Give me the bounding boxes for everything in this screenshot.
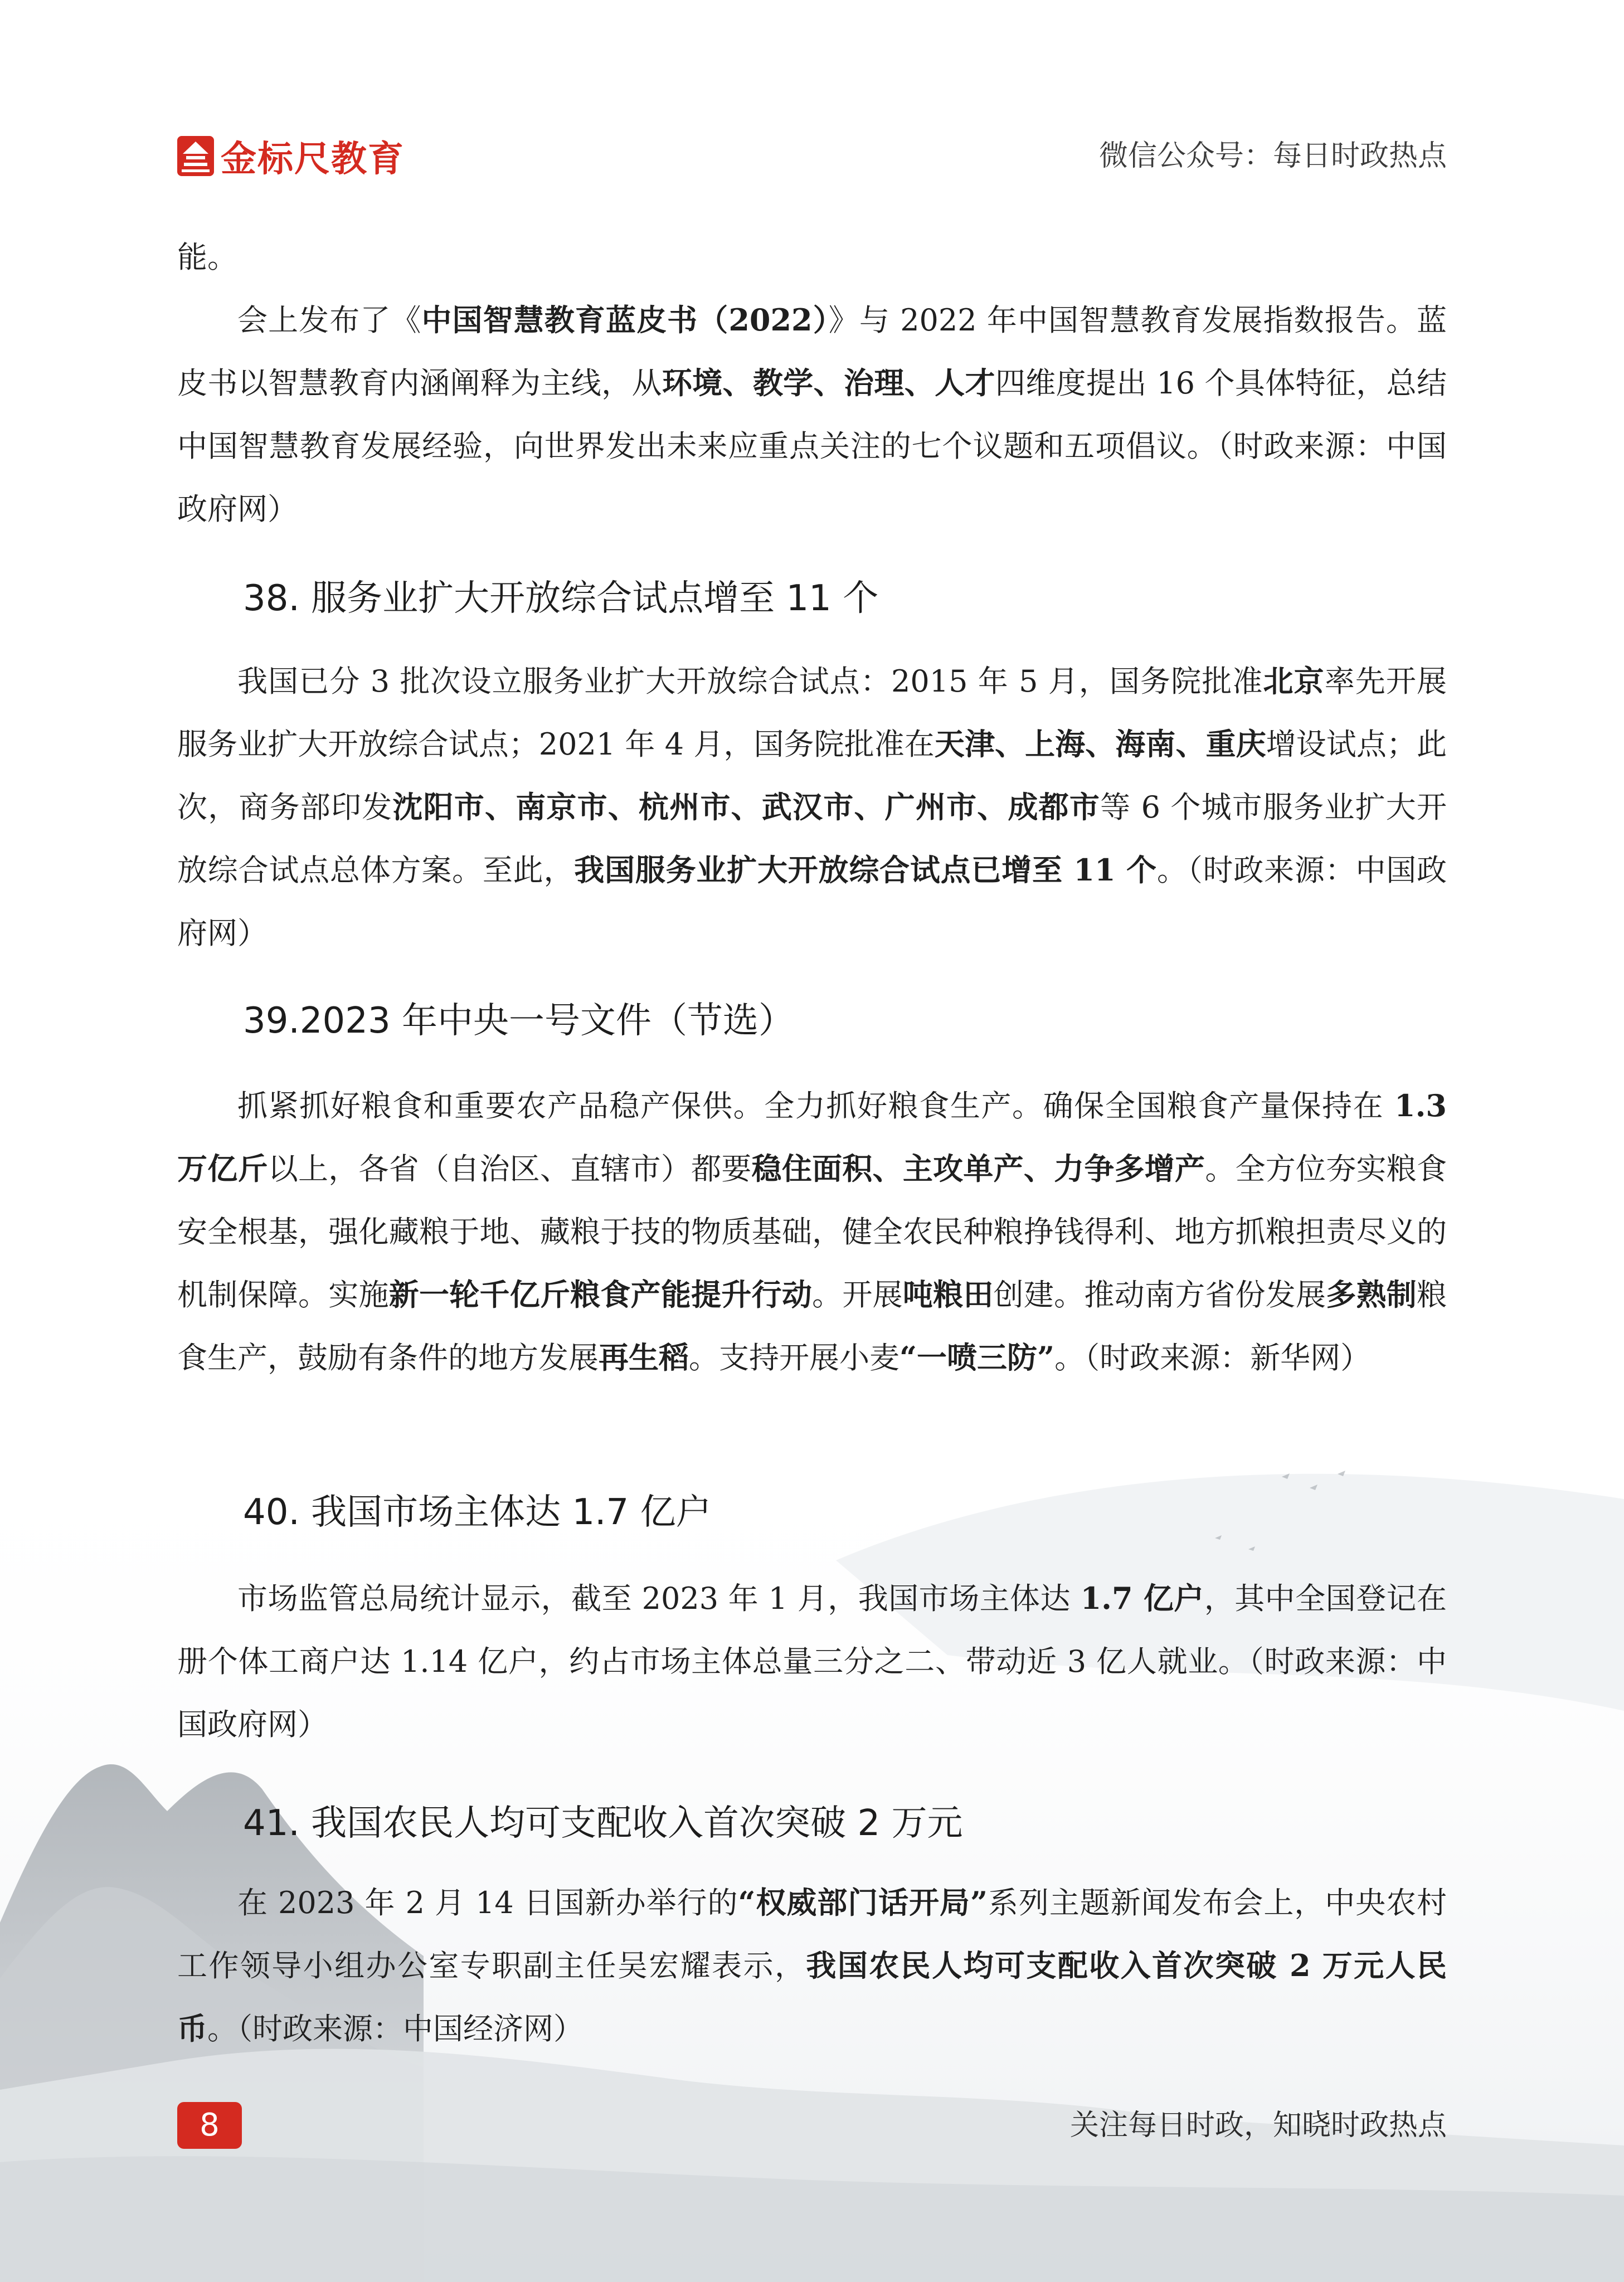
- emphasized-text: 沈阳市、南京市、杭州市、武汉市、广州市、成都市: [392, 789, 1101, 825]
- body-text: 。全方位夯实粮食安全根基，强化藏粮于地、藏粮于技的物质基础，健全农民种粮挣钱得利、地方抓粮担责尽义的机制保障。实施: [177, 1151, 1447, 1312]
- section-heading: 40. 我国市场主体达 1.7 亿户: [243, 1492, 712, 1533]
- body-text: 。（时政来源：中国政府网）: [177, 853, 1447, 951]
- wechat-account: 微信公众号：每日时政热点: [1098, 139, 1447, 173]
- emphasized-text: 北京: [1263, 663, 1325, 699]
- page-number-badge: 8: [177, 2102, 242, 2149]
- body-text: 》与 2022 年中国智慧教育发展指数报告。蓝皮书以智慧教育内涵阐释为主线，从: [177, 303, 1447, 401]
- landscape-illustration: [0, 1421, 1624, 2282]
- emphasized-text: 1.3 万亿斤: [177, 1088, 1447, 1186]
- body-text: 以上，各省（自治区、直辖市）都要: [268, 1151, 752, 1186]
- brand-name: 金标尺教育: [221, 139, 405, 180]
- body-text: 在 2023 年 2 月 14 日国新办举行的: [237, 1885, 738, 1920]
- body-text: 。（时政来源：新华网）: [1054, 1340, 1371, 1375]
- section-heading: 39.2023 年中央一号文件（节选）: [243, 1000, 794, 1042]
- body-text: 粮食生产，鼓励有条件的地方发展: [177, 1277, 1447, 1375]
- body-text: 抓紧抓好粮食和重要农产品稳产保供。全力抓好粮食生产。确保全国粮食产量保持在: [237, 1088, 1395, 1123]
- body-text: 等 6 个城市服务业扩大开放综合试点总体方案。至此，: [177, 790, 1447, 888]
- brand-logo-icon: [177, 136, 214, 176]
- page-header: [177, 123, 1447, 189]
- emphasized-text: 多熟制: [1326, 1277, 1417, 1312]
- body-text: 增设试点；此次，商务部印发: [177, 727, 1447, 825]
- body-text: 市场监管总局统计显示，截至 2023 年 1 月，我国市场主体达: [237, 1581, 1081, 1616]
- body-text: 。开展: [812, 1277, 903, 1312]
- body-text: 率先开展服务业扩大开放综合试点；2021 年 4 月，国务院批准在: [177, 664, 1447, 762]
- paragraph: [177, 1074, 1447, 1389]
- paragraph: [177, 1567, 1447, 1756]
- emphasized-text: 稳住面积、主攻单产、力争多增产: [751, 1151, 1205, 1186]
- paragraph: [177, 289, 1447, 541]
- emphasized-text: 天津、上海、海南、重庆: [934, 726, 1266, 762]
- body-text: 。支持开展小麦: [689, 1340, 899, 1375]
- emphasized-text: 吨粮田: [902, 1277, 994, 1312]
- section-heading: 38. 服务业扩大开放综合试点增至 11 个: [243, 578, 879, 619]
- paragraph: [177, 650, 1447, 965]
- section-heading: 41. 我国农民人均可支配收入首次突破 2 万元: [243, 1803, 963, 1844]
- paragraph: [177, 1871, 1447, 2060]
- emphasized-text: “一喷三防”: [899, 1340, 1055, 1375]
- emphasized-text: 环境、教学、治理、人才: [662, 365, 995, 401]
- emphasized-text: 新一轮千亿斤粮食产能提升行动: [388, 1277, 813, 1312]
- body-text: 。（时政来源：中国经济网）: [207, 2011, 584, 2046]
- emphasized-text: “权威部门话开局”: [738, 1885, 988, 1920]
- body-text: 四维度提出 16 个具体特征，总结中国智慧教育发展经验，向世界发出未来应重点关注的七个议题和五项倡议。（时政来源：中国政府网）: [177, 366, 1447, 527]
- emphasized-text: 我国农民人均可支配收入首次突破 2 万元人民币: [177, 1948, 1447, 2046]
- emphasized-text: 1.7 亿户: [1080, 1580, 1204, 1616]
- paragraph: [177, 226, 1447, 289]
- emphasized-text: 再生稻: [599, 1340, 689, 1375]
- body-text: 我国已分 3 批次设立服务业扩大开放综合试点：2015 年 5 月，国务院批准: [237, 664, 1263, 699]
- emphasized-text: 我国服务业扩大开放综合试点已增至 11 个: [574, 852, 1157, 888]
- body-text: 系列主题新闻发布会上，中央农村工作领导小组办公室专职副主任吴宏耀表示，: [177, 1885, 1447, 1983]
- body-text: 创建。推动南方省份发展: [993, 1277, 1326, 1312]
- body-text: 会上发布了《: [237, 303, 422, 338]
- emphasized-text: 中国智慧教育蓝皮书（2022）: [421, 302, 829, 338]
- brand-logo: [177, 123, 405, 189]
- body-text: 能。: [177, 240, 237, 275]
- body-text: ，其中全国登记在册个体工商户达 1.14 亿户，约占市场主体总量三分之二、带动近 3 亿人就业。（时政来源：中国政府网）: [177, 1581, 1447, 1742]
- footer-slogan: 关注每日时政，知晓时政热点: [1069, 2109, 1447, 2142]
